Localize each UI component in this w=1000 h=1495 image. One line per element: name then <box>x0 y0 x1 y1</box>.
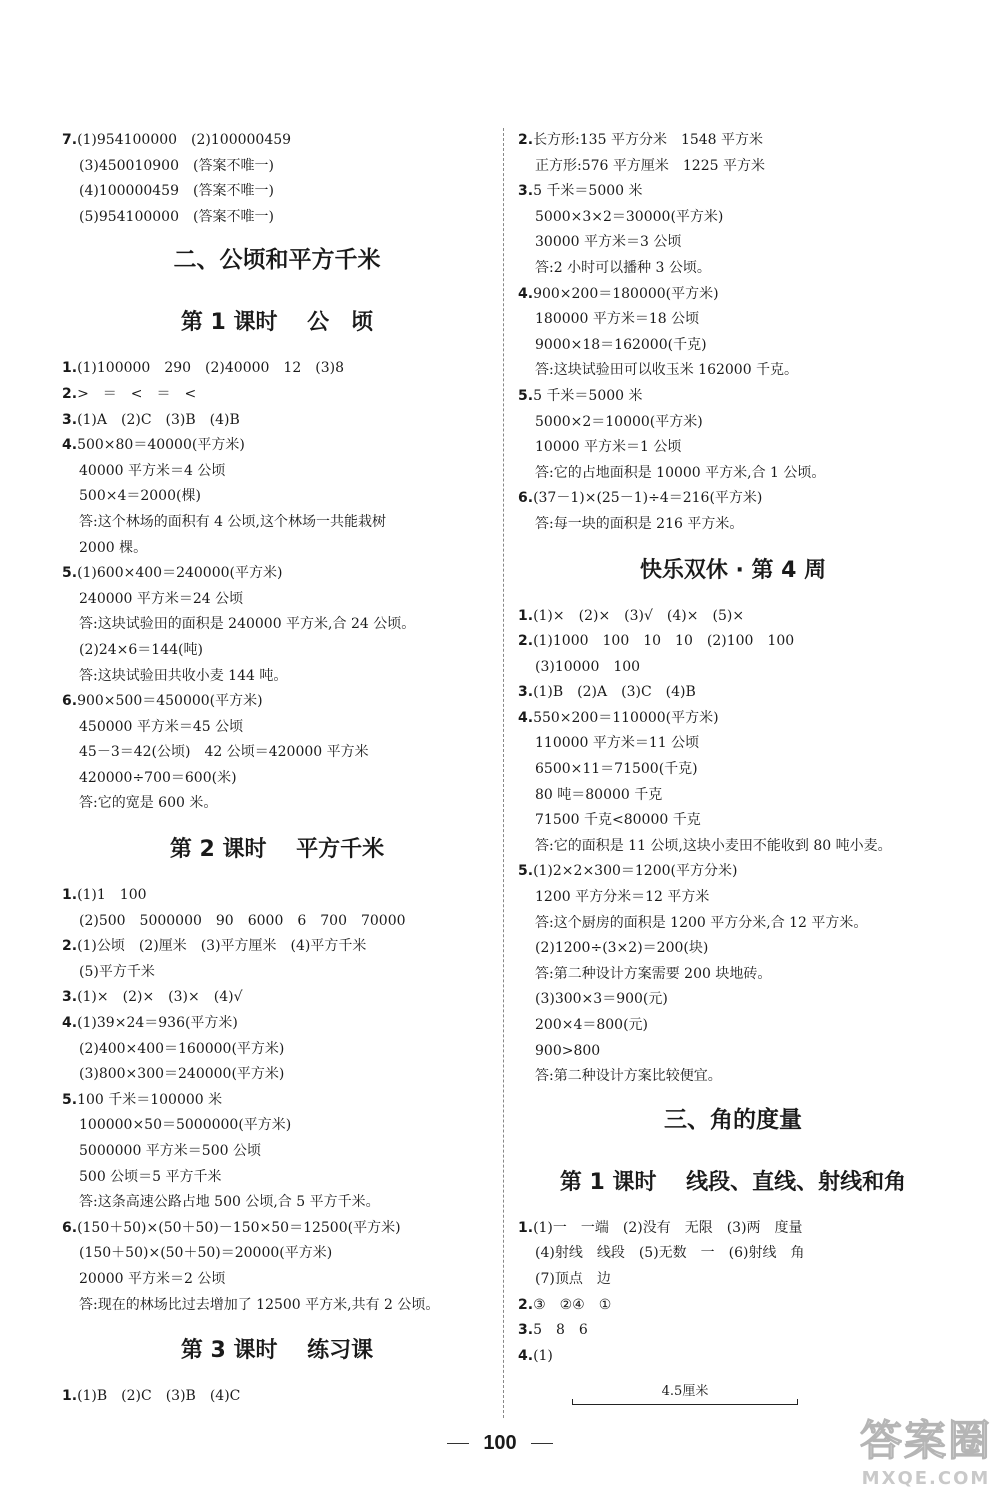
answer-text: (150＋50)×(50＋50)＝20000(平方米) <box>79 1245 333 1262</box>
answer-line <box>518 1216 948 1242</box>
answer-text: (1)2×2×300＝1200(平方分米) <box>533 863 738 880</box>
answer-line <box>518 1241 948 1267</box>
answer-line <box>62 791 492 817</box>
question-number: 6. <box>62 693 78 710</box>
answer-line <box>518 783 948 809</box>
answer-line <box>518 307 948 333</box>
page-number-text: 100 <box>483 1432 517 1454</box>
answer-text: 200×4＝800(元) <box>535 1017 649 1033</box>
answer-line <box>62 510 492 536</box>
question-number: 3. <box>518 1322 534 1339</box>
answer-text: 10000 平方米＝1 公顷 <box>535 439 682 456</box>
answer-text: (1)100000 290 (2)40000 12 (3)8 <box>77 360 344 377</box>
answer-text: 6500×11＝71500(千克) <box>535 761 698 778</box>
answer-text: (2)1200÷(3×2)＝200(块) <box>535 940 709 957</box>
answer-text: 5000000 平方米＝500 公顷 <box>79 1143 261 1159</box>
answer-line <box>518 1293 948 1319</box>
answer-text: 5 千米＝5000 米 <box>533 387 643 404</box>
lesson-heading: 第 3 课时 练习课 <box>180 1338 374 1364</box>
page-number <box>0 1432 1000 1455</box>
answer-line <box>62 1062 492 1088</box>
answer-line <box>518 358 948 384</box>
answer-text: 长方形:135 平方分米 1548 平方米 <box>533 132 764 148</box>
answer-text: 9000×18＝162000(千克) <box>535 336 707 353</box>
question-number: 2. <box>518 1296 534 1313</box>
answer-line <box>62 934 492 960</box>
answer-line <box>62 205 492 231</box>
question-number: 3. <box>62 989 78 1006</box>
answer-line <box>518 1064 948 1090</box>
segment-length-label: 4.5厘米 <box>661 1384 709 1399</box>
answer-line <box>518 936 948 962</box>
answer-text: (1)A (2)C (3)B (4)B <box>77 411 240 428</box>
answer-text: (1)39×24＝936(平方米) <box>77 1015 238 1032</box>
answer-line <box>518 885 948 911</box>
answer-text: (2)400×400＝160000(平方米) <box>79 1040 285 1057</box>
question-number: 1. <box>518 607 534 624</box>
answer-text: (2)500 5000000 90 6000 6 700 70000 <box>79 912 406 929</box>
answer-line <box>518 179 948 205</box>
answer-line <box>518 230 948 256</box>
answer-text: (1) <box>533 1347 553 1364</box>
answer-line <box>62 1384 492 1410</box>
answer-text: 180000 平方米＝18 公顷 <box>535 311 700 328</box>
question-number: 6. <box>518 490 534 507</box>
answer-text: 答:它的宽是 600 米。 <box>79 795 218 812</box>
answer-line <box>518 706 948 732</box>
answer-text: 答:它的占地面积是 10000 平方米,合 1 公顷。 <box>535 464 826 481</box>
answer-line <box>62 1113 492 1139</box>
answer-line <box>518 1344 948 1370</box>
answer-line <box>518 1267 948 1293</box>
answer-text: 100000×50＝5000000(平方米) <box>79 1117 292 1134</box>
question-number: 5. <box>62 565 78 582</box>
question-number: 2. <box>62 385 78 402</box>
answer-text: 420000÷700＝600(米) <box>79 769 237 786</box>
answer-text: 500×80＝40000(平方米) <box>77 437 245 454</box>
answer-text: 500 公顷＝5 平方千米 <box>79 1168 222 1185</box>
segment-endpoint-left <box>572 1399 573 1405</box>
question-number: 2. <box>518 633 534 650</box>
line-segment-figure <box>572 1380 798 1406</box>
answer-text: 30000 平方米＝3 公顷 <box>535 234 682 251</box>
answer-line <box>62 356 492 382</box>
answer-line <box>62 587 492 613</box>
answer-line <box>62 1139 492 1165</box>
answer-text: 900>800 <box>535 1042 601 1059</box>
question-number: 7. <box>62 132 78 148</box>
answer-text: (1)600×400＝240000(平方米) <box>77 565 283 582</box>
answer-line <box>518 629 948 655</box>
answer-line <box>62 715 492 741</box>
answer-line <box>518 1013 948 1039</box>
question-number: 2. <box>518 132 534 148</box>
answer-line <box>62 960 492 986</box>
question-number: 4. <box>518 285 534 302</box>
answer-line <box>518 987 948 1013</box>
answer-line <box>518 655 948 681</box>
lesson-heading: 第 2 课时 平方千米 <box>169 837 385 863</box>
answer-line <box>518 859 948 885</box>
dash-left <box>447 1443 469 1444</box>
answer-text: 5000×3×2＝30000(平方米) <box>535 208 724 225</box>
question-number: 1. <box>518 1219 534 1236</box>
answer-line <box>62 1267 492 1293</box>
answer-text: (5)平方千米 <box>79 963 155 980</box>
answer-text: (150＋50)×(50＋50)－150×50＝12500(平方米) <box>77 1219 401 1236</box>
chapter-heading: 三、角的度量 <box>664 1106 802 1133</box>
answer-text: 1200 平方分米＝12 平方米 <box>535 889 710 906</box>
answer-text: 100 千米＝100000 米 <box>77 1091 223 1108</box>
chapter-heading: 二、公顷和平方千米 <box>173 247 381 274</box>
answer-text: 20000 平方米＝2 公顷 <box>79 1270 226 1287</box>
answer-line <box>62 1216 492 1242</box>
question-number: 4. <box>62 437 78 454</box>
answer-text: (37－1)×(25－1)÷4＝216(平方米) <box>533 490 763 507</box>
answer-line <box>62 1088 492 1114</box>
answer-text: 5000×2＝10000(平方米) <box>535 413 703 430</box>
answer-line <box>62 1190 492 1216</box>
question-number: 2. <box>62 938 78 955</box>
answer-text: 答:第二种设计方案比较便宜。 <box>535 1068 722 1085</box>
answer-line <box>518 410 948 436</box>
answer-text: (3)300×3＝900(元) <box>535 991 668 1008</box>
answer-text: (2)24×6＝144(吨) <box>79 641 203 658</box>
answer-text: 答:这块试验田的面积是 240000 平方米,合 24 公顷。 <box>79 616 416 633</box>
answer-text: 答:它的面积是 11 公顷,这块小麦田不能收到 80 吨小麦。 <box>535 837 892 854</box>
segment-endpoint-right <box>797 1399 798 1405</box>
answer-text: (5)954100000 (答案不唯一) <box>79 208 274 225</box>
answer-text: (4)射线 线段 (5)无数 一 (6)射线 角 <box>535 1245 805 1262</box>
answer-text: 40000 平方米＝4 公顷 <box>79 462 226 479</box>
answer-line <box>62 408 492 434</box>
answer-line <box>62 985 492 1011</box>
answer-line <box>62 561 492 587</box>
answer-text: 5 千米＝5000 米 <box>533 183 643 200</box>
answer-text: 答:2 小时可以播种 3 公顷。 <box>535 259 711 276</box>
answer-text: 71500 千克<80000 千克 <box>535 812 701 829</box>
answer-line <box>62 766 492 792</box>
question-number: 3. <box>518 183 534 200</box>
answer-line <box>518 731 948 757</box>
answer-text: 500×4＝2000(棵) <box>79 488 201 505</box>
watermark-line1: 答案圈 <box>859 1416 992 1465</box>
answer-line <box>518 911 948 937</box>
answer-text: (7)顶点 边 <box>535 1270 611 1287</box>
question-number: 3. <box>62 411 78 428</box>
segment-line <box>572 1404 798 1405</box>
answer-text: (3)800×300＝240000(平方米) <box>79 1066 285 1083</box>
answer-text: 5 8 6 <box>533 1322 588 1339</box>
answer-text: 答:现在的林场比过去增加了 12500 平方米,共有 2 公顷。 <box>79 1296 440 1313</box>
answer-line <box>518 1039 948 1065</box>
answer-text: (1)公顷 (2)厘米 (3)平方厘米 (4)平方千米 <box>77 938 367 955</box>
answer-text: 900×500＝450000(平方米) <box>77 693 263 710</box>
answer-line <box>518 128 948 154</box>
answer-line <box>518 461 948 487</box>
answer-line <box>62 1011 492 1037</box>
answer-text: (1)1000 100 10 10 (2)100 100 <box>533 633 795 650</box>
answer-text: (3)10000 100 <box>535 658 641 675</box>
lesson-heading: 第 1 课时 线段、直线、射线和角 <box>559 1169 907 1195</box>
answer-line <box>518 486 948 512</box>
answer-line <box>62 740 492 766</box>
answer-line <box>62 638 492 664</box>
answer-line <box>62 1165 492 1191</box>
answer-text: (1)B (2)A (3)C (4)B <box>533 684 696 701</box>
lesson-heading: 第 1 课时 公 顷 <box>180 310 374 336</box>
answer-line <box>518 256 948 282</box>
answer-line <box>62 433 492 459</box>
question-number: 3. <box>518 684 534 701</box>
answer-text: 正方形:576 平方厘米 1225 平方米 <box>535 157 765 174</box>
answer-text: 45－3＝42(公顷) 42 公顷＝420000 平方米 <box>79 744 369 761</box>
answer-line <box>62 128 492 154</box>
question-number: 5. <box>518 863 534 880</box>
answer-line <box>62 536 492 562</box>
answer-text: (3)450010900 (答案不唯一) <box>79 157 274 174</box>
answer-text: 答:这块试验田可以收玉米 162000 千克。 <box>535 362 799 379</box>
answer-text: 110000 平方米＝11 公顷 <box>535 735 700 752</box>
answer-line <box>62 612 492 638</box>
question-number: 4. <box>518 709 534 726</box>
answer-text: 答:这个厨房的面积是 1200 平方分米,合 12 平方米。 <box>535 914 868 931</box>
answer-line <box>62 664 492 690</box>
answer-line <box>62 179 492 205</box>
dash-right <box>531 1443 553 1444</box>
answer-line <box>518 333 948 359</box>
answer-text: 240000 平方米＝24 公顷 <box>79 590 244 607</box>
answer-line <box>62 909 492 935</box>
answer-text: 550×200＝110000(平方米) <box>533 709 719 726</box>
answer-text: (1)× (2)× (3)× (4)√ <box>77 989 243 1006</box>
answer-line <box>62 459 492 485</box>
watermark-logo <box>860 1408 992 1489</box>
answer-line <box>62 484 492 510</box>
answer-text: 答:这个林场的面积有 4 公顷,这个林场一共能栽树 <box>79 513 386 530</box>
answer-text: (1)954100000 (2)100000459 <box>77 132 292 148</box>
question-number: 6. <box>62 1219 78 1236</box>
answer-line <box>518 757 948 783</box>
answer-line <box>518 604 948 630</box>
answer-text: 450000 平方米＝45 公顷 <box>79 718 244 735</box>
watermark-line2: MXQE.COM <box>861 1468 991 1489</box>
answer-text: 答:每一块的面积是 216 平方米。 <box>535 515 744 532</box>
question-number: 4. <box>518 1347 534 1364</box>
answer-text: 2000 棵。 <box>79 539 148 556</box>
answer-line <box>62 1293 492 1319</box>
lesson-heading: 快乐双休 · 第 4 周 <box>639 557 827 583</box>
answer-line <box>518 512 948 538</box>
answer-line <box>518 154 948 180</box>
answer-line <box>518 282 948 308</box>
answer-line <box>62 382 492 408</box>
question-number: 1. <box>62 1388 78 1405</box>
answer-text: 答:第二种设计方案需要 200 块地砖。 <box>535 965 772 982</box>
column-divider <box>503 128 504 1418</box>
question-number: 1. <box>62 887 78 904</box>
question-number: 1. <box>62 360 78 377</box>
answer-line <box>62 883 492 909</box>
answer-text: > ＝ < ＝ < <box>77 385 197 402</box>
answer-text: (1)× (2)× (3)√ (4)× (5)× <box>533 607 745 624</box>
question-number: 4. <box>62 1015 78 1032</box>
answer-text: (4)100000459 (答案不唯一) <box>79 183 274 200</box>
answer-text: (1)一 一端 (2)没有 无限 (3)两 度量 <box>533 1219 803 1236</box>
answer-text: 答:这条高速公路占地 500 公顷,合 5 平方千米。 <box>79 1194 380 1211</box>
answer-text: 答:这块试验田共收小麦 144 吨。 <box>79 667 288 684</box>
answer-text: ③ ②④ ① <box>533 1296 612 1313</box>
answer-line <box>518 680 948 706</box>
question-number: 5. <box>518 387 534 404</box>
answer-line <box>518 1318 948 1344</box>
answer-line <box>518 384 948 410</box>
answer-line <box>62 1037 492 1063</box>
answer-line <box>518 962 948 988</box>
question-number: 5. <box>62 1091 78 1108</box>
left-column <box>62 128 492 1410</box>
answer-text: 900×200＝180000(平方米) <box>533 285 719 302</box>
answer-line <box>518 808 948 834</box>
answer-line <box>62 689 492 715</box>
answer-text: 80 吨＝80000 千克 <box>535 786 663 803</box>
answer-line <box>518 834 948 860</box>
answer-text: (1)1 100 <box>77 887 147 904</box>
answer-line <box>518 205 948 231</box>
answer-line <box>518 435 948 461</box>
answer-text: (1)B (2)C (3)B (4)C <box>77 1388 241 1405</box>
right-column <box>518 128 948 1369</box>
answer-line <box>62 1241 492 1267</box>
answer-line <box>62 154 492 180</box>
